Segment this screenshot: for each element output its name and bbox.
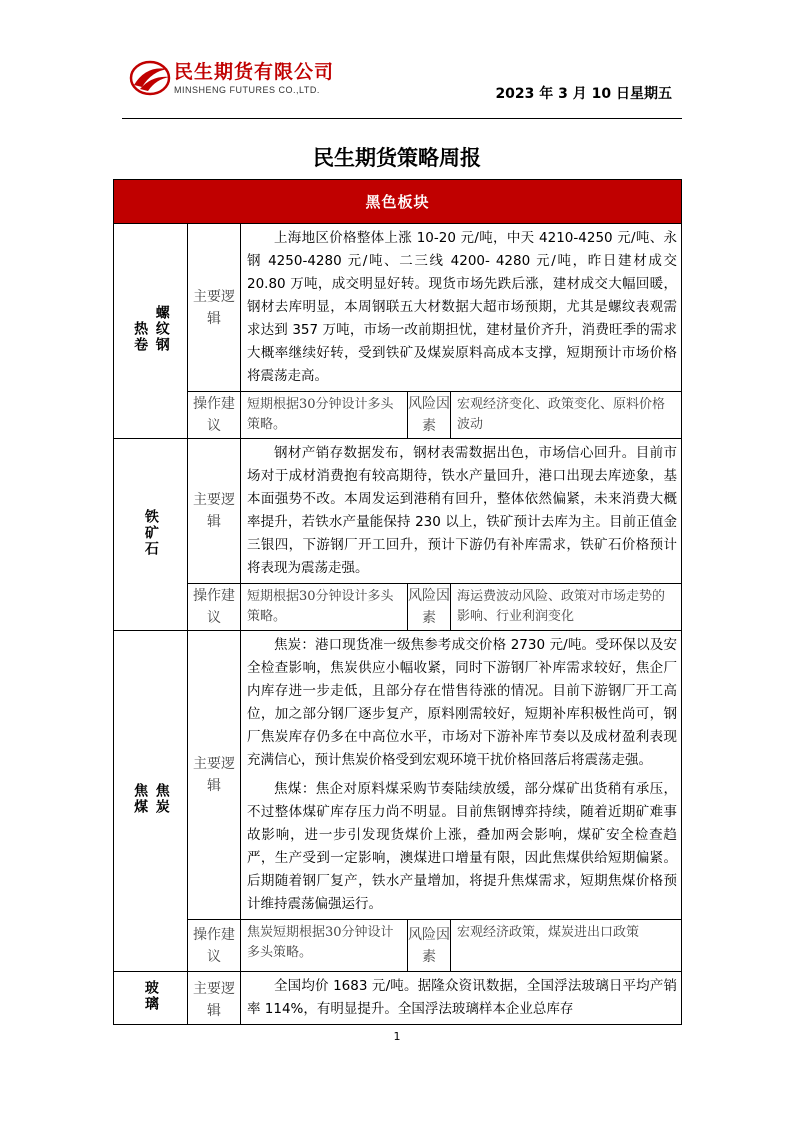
logic-paragraph: 全国均价 1683 元/吨。据隆众资讯数据，全国浮法玻璃日平均产销率 114%，有明显提升。全国浮法玻璃样本企业总库存 — [247, 978, 678, 1017]
category-name-2: 焦煤 — [132, 783, 149, 815]
strategy-table — [113, 179, 682, 1025]
company-name-cn: 民生期货有限公司 — [174, 61, 335, 83]
section-header: 黑色板块 — [114, 180, 682, 224]
operation-label: 操作建议 — [188, 392, 241, 439]
operation-label: 操作建议 — [188, 584, 241, 631]
operation-content: 短期根据30分钟设计多头策略。 — [241, 584, 408, 631]
risk-label: 风险因素 — [408, 584, 451, 631]
logic-label: 主要逻辑 — [188, 972, 241, 1025]
category-iron-ore — [114, 439, 188, 631]
operation-content: 焦炭短期根据30分钟设计多头策略。 — [241, 920, 408, 972]
category-coke-coal — [114, 631, 188, 972]
category-name-1: 螺纹钢 — [153, 305, 170, 353]
report-date: 2023 年 3 月 10 日星期五 — [495, 86, 672, 102]
logic-label: 主要逻辑 — [188, 631, 241, 920]
risk-content: 宏观经济变化、政策变化、原料价格波动 — [451, 392, 682, 439]
category-glass — [114, 972, 188, 1025]
category-name-2: 热卷 — [132, 321, 149, 353]
risk-content: 海运费波动风险、政策对市场走势的影响、行业利润变化 — [451, 584, 682, 631]
page-number: 1 — [393, 1030, 401, 1043]
company-name-en: MINSHENG FUTURES CO.,LTD. — [174, 85, 320, 95]
logic-content — [241, 224, 682, 392]
logic-content — [241, 439, 682, 584]
page-header — [122, 52, 682, 119]
logic-label: 主要逻辑 — [188, 439, 241, 584]
category-rebar-coil — [114, 224, 188, 439]
category-name-1: 铁矿石 — [142, 508, 159, 557]
operation-label: 操作建议 — [188, 920, 241, 972]
page-title: 民生期货策略周报 — [313, 146, 481, 170]
category-name-1: 玻璃 — [142, 980, 159, 1012]
risk-label: 风险因素 — [408, 392, 451, 439]
logic-paragraph: 钢材产销存数据发布，钢材表需数据出色，市场信心回升。目前市场对于成材消费抱有较高期待，铁水产量回升，港口出现去库迹象，基本面强势不改。本周发运到港稍有回升，整体依然偏紧，未来消费大概率提升，若铁水产量能保持 230 以上，铁矿预计去库为主。目前正值金三银四，下游钢厂开工回升，预计下游仍有补库需求，铁矿石价格预计将表现为震荡走强。 — [247, 445, 678, 576]
logic-content — [241, 972, 682, 1025]
logic-paragraph: 上海地区价格整体上涨 10-20 元/吨，中天 4210-4250 元/吨、永钢 4250-4280 元/吨、二三线 4200- 4280 元/吨，昨日建材成交 20.80 万吨，成交明显好转。现货市场先跌后涨，建材成交大幅回暖，钢材去库明显，本周钢联五大材数据大超市场预期，尤其是螺纹表观需求达到 357 万吨，市场一改前期担忧，建材量价齐升，消费旺季的需求大概率继续好转，受到铁矿及煤炭原料高成本支撑，短期预计市场价格将震荡走高。 — [247, 230, 678, 384]
minsheng-logo-icon — [128, 57, 172, 97]
category-name-1: 焦炭 — [153, 783, 170, 815]
logic-paragraph-coke: 焦炭：港口现货准一级焦参考成交价格 2730 元/吨。受环保以及安全检查影响，焦炭供应小幅收紧，同时下游钢厂补库需求较好，焦企厂内库存进一步走低，且部分存在惜售待涨的情况。目前下游钢厂开工高位，加之部分钢厂逐步复产，原料刚需较好，短期补库积极性尚可，钢厂焦炭库存仍多在中高位水平，市场对下游补库节奏以及成材盈利表现充满信心，预计焦炭价格受到宏观环境干扰价格回落后将震荡走强。 — [247, 637, 678, 768]
logic-paragraph-coal: 焦煤：焦企对原料煤采购节奏陆续放缓，部分煤矿出货稍有承压，不过整体煤矿库存压力尚不明显。目前焦钢博弈持续，随着近期矿难事故影响，进一步引发现货煤价上涨，叠加两会影响，煤矿安全检查趋严，生产受到一定影响，澳煤进口增量有限，因此焦煤供给短期偏紧。后期随着钢厂复产，铁水产量增加，将提升焦煤需求，短期焦煤价格预计维持震荡偏强运行。 — [247, 781, 678, 912]
risk-label: 风险因素 — [408, 920, 451, 972]
logic-label: 主要逻辑 — [188, 224, 241, 392]
operation-content: 短期根据30分钟设计多头策略。 — [241, 392, 408, 439]
logic-content — [241, 631, 682, 920]
risk-content: 宏观经济政策，煤炭进出口政策 — [451, 920, 682, 972]
